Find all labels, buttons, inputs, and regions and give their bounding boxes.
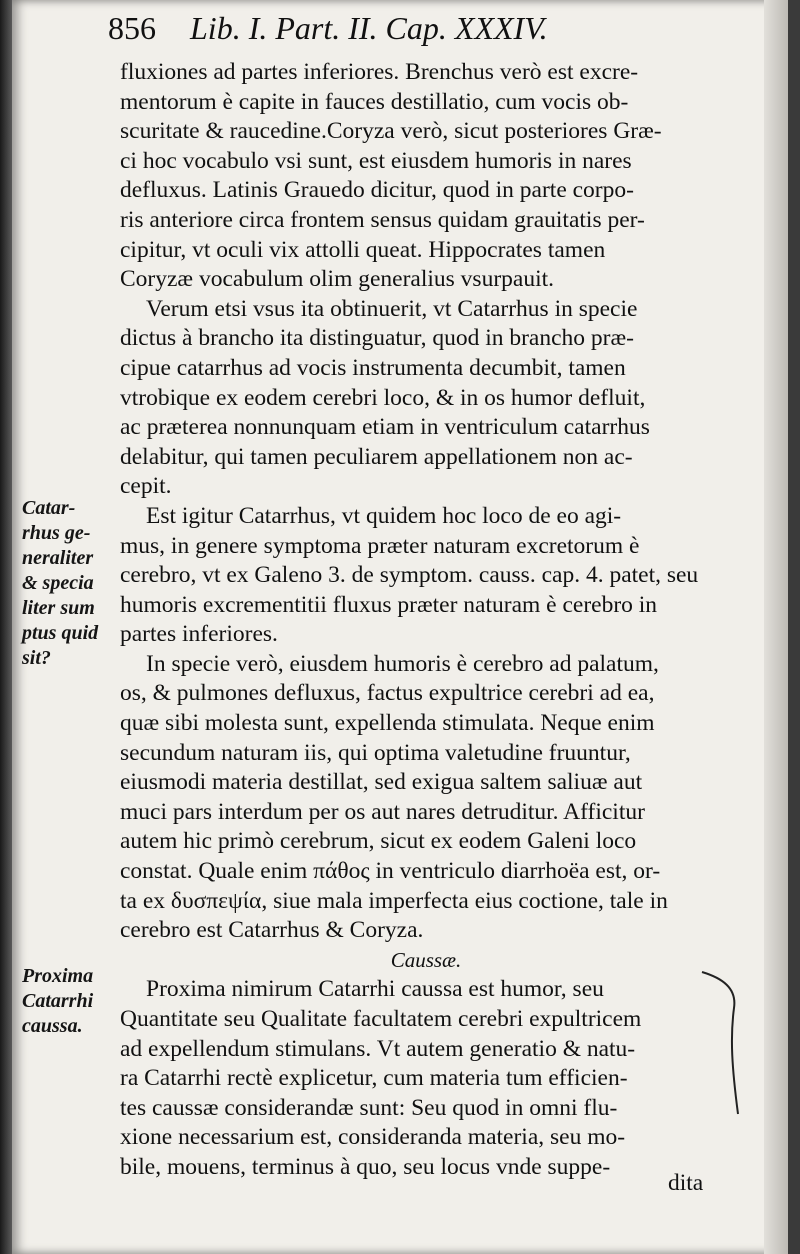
text-line: quæ sibi molesta sunt, expellenda stimulata. Neque enim	[120, 710, 655, 737]
text-line: bile, mouens, terminus à quo, seu locus vnde suppe-	[120, 1153, 611, 1180]
margin-note-line: caussa.	[22, 1015, 83, 1037]
text-line: muci pars interdum per os aut nares detruditur. Afficitur	[120, 798, 645, 825]
margin-note-line: ptus quid	[22, 622, 99, 644]
book-gutter-shadow	[0, 0, 12, 1254]
margin-note-line: neraliter	[22, 547, 94, 569]
text-line: ra Catarrhi rectè explicetur, cum materia tum efficien-	[120, 1065, 628, 1092]
text-line: mus, in genere symptoma præter naturam excretorum è	[120, 532, 640, 559]
running-title: Lib. I. Part. II. Cap. XXXIV.	[190, 10, 548, 46]
text-line: humoris excrementitii fluxus præter naturam è cerebro in	[120, 591, 658, 618]
text-line: vtrobique ex eodem cerebri loco, & in os humor defluit,	[120, 384, 646, 411]
running-header	[108, 10, 748, 54]
text-line: defluxus. Latinis Grauedo dicitur, quod in parte corpo-	[120, 177, 634, 204]
page-edge	[764, 0, 788, 1254]
margin-note-line: Catarrhi	[22, 990, 94, 1012]
text-line: xione necessarium est, consideranda materia, seu mo-	[120, 1124, 626, 1151]
margin-note-line: Proxima	[22, 965, 94, 987]
text-line: tes caussæ considerandæ sunt: Seu quod in omni flu-	[120, 1094, 618, 1121]
text-line: fluxiones ad partes inferiores. Brenchus verò est excre-	[120, 59, 639, 85]
text-line: cepit.	[120, 473, 172, 500]
text-line: partes inferiores.	[120, 621, 278, 648]
text-line: cerebro, vt ex Galeno 3. de symptom. causs. cap. 4. patet, seu	[120, 562, 699, 589]
margin-note-line: Catar-	[22, 497, 76, 519]
text-line: ad expellendum stimulans. Vt autem generatio & natu-	[120, 1035, 636, 1062]
text-line: Quantitate seu Qualitate facultatem cerebri expultricem	[120, 1006, 642, 1032]
text-line: ta ex δυσπεψία, siue mala imperfecta eius coctione, tale in	[120, 887, 668, 914]
handwritten-bracket-mark	[682, 968, 752, 1118]
text-line: cipue catarrhus ad vocis instrumenta decumbit, tamen	[120, 354, 626, 381]
text-line: In specie verò, eiusdem humoris è cerebro ad palatum,	[146, 650, 659, 677]
main-text-block	[120, 58, 732, 1183]
text-line: autem hic primò cerebrum, sicut ex eodem Galeni loco	[120, 828, 637, 855]
margin-note-proxima-caussa	[22, 964, 120, 1039]
text-line: secundum naturam iis, qui optima valetudine fruuntur,	[120, 739, 631, 766]
section-heading: Caussæ.	[390, 947, 462, 972]
text-line: Est igitur Catarrhus, vt quidem hoc loco de eo agi-	[146, 502, 622, 529]
margin-note-line: sit?	[22, 647, 51, 669]
text-line: ac præterea nonnunquam etiam in ventriculum catarrhus	[120, 414, 650, 441]
catchword: dita	[668, 1170, 704, 1196]
text-line: ci hoc vocabulo vsi sunt, est eiusdem humoris in nares	[120, 147, 632, 174]
page-number: 856	[108, 10, 156, 46]
text-line: constat. Quale enim πάθος in ventriculo diarrhoëa est, or-	[120, 858, 661, 885]
text-line: Coryzæ vocabulum olim generalius vsurpauit.	[120, 266, 555, 293]
margin-note-line: & specia	[22, 572, 94, 594]
text-line: eiusmodi materia destillat, sed exigua saltem saliuæ aut	[120, 769, 643, 796]
margin-note-line: liter sum	[22, 597, 95, 619]
text-line: cipitur, vt oculi vix attolli queat. Hippocrates tamen	[120, 236, 606, 263]
text-line: mentorum è capite in fauces destillatio, cum vocis ob-	[120, 88, 629, 115]
text-line: dictus à brancho ita distinguatur, quod in brancho præ-	[120, 325, 634, 352]
text-line: Proxima nimirum Catarrhi caussa est humor, seu	[146, 976, 604, 1003]
margin-note-line: rhus ge-	[22, 522, 91, 544]
text-line: delabitur, qui tamen peculiarem appellationem non ac-	[120, 443, 633, 470]
text-line: os, & pulmones defluxus, factus expultrice cerebri ad ea,	[120, 680, 655, 707]
text-line: cerebro est Catarrhus & Coryza.	[120, 917, 424, 944]
text-line: Verum etsi vsus ita obtinuerit, vt Catarrhus in specie	[146, 295, 638, 322]
text-line: scuritate & raucedine.Coryza verò, sicut posteriores Græ-	[120, 118, 662, 145]
text-line: ris anteriore circa frontem sensus quidam grauitatis per-	[120, 206, 645, 233]
margin-note-catarrhus-definition	[22, 496, 120, 671]
